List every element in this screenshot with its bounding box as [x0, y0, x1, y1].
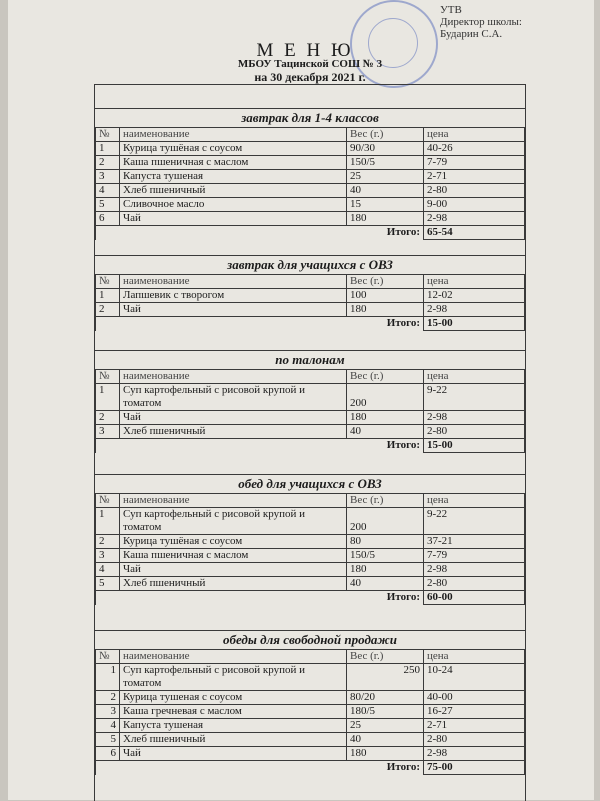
section-title: обеды для свободной продажи — [95, 630, 525, 649]
menu-table — [95, 493, 525, 605]
menu-table — [95, 274, 525, 331]
table-row: 1 Суп картофельный с рисовой крупой и томатом 200 9-22 — [96, 508, 525, 535]
table-row: 6 Чай 180 2-98 — [96, 747, 525, 761]
section-lunch-ovz — [95, 474, 525, 605]
col-name: наименование — [120, 128, 347, 142]
table-row: 3 Каша гречневая с маслом 180/5 16-27 — [96, 705, 525, 719]
col-weight: Вес (г.) — [347, 128, 424, 142]
table-row: 2 Чай 180 2-98 — [96, 411, 525, 425]
table-row: 2 Чай 180 2-98 — [96, 303, 525, 317]
section-lunch-free-sale — [95, 630, 525, 775]
menu-date: на 30 декабря 2021 г. — [254, 70, 366, 84]
menu-table — [95, 649, 525, 775]
table-row: 5 Хлеб пшеничный 40 2-80 — [96, 577, 525, 591]
menu-table — [95, 127, 525, 240]
col-price: цена — [424, 128, 525, 142]
table-row: 6 Чай 180 2-98 — [96, 212, 525, 226]
total-row — [96, 761, 525, 775]
director-line: Директор школы: — [440, 16, 522, 28]
table-row: 2 Курица тушёная с соусом 80 37-21 — [96, 535, 525, 549]
section-title: обед для учащихся с ОВЗ — [95, 474, 525, 493]
table-row: 3 Хлеб пшеничный 40 2-80 — [96, 425, 525, 439]
table-row: 1 Курица тушёная с соусом 90/30 40-26 — [96, 142, 525, 156]
section-title: завтрак для учащихся с ОВЗ — [95, 255, 525, 274]
total-value: 75-00 — [424, 761, 525, 775]
table-row: 3 Капуста тушеная 25 2-71 — [96, 170, 525, 184]
table-row: 2 Каша пшеничная с маслом 150/5 7-79 — [96, 156, 525, 170]
section-title: завтрак для 1-4 классов — [95, 108, 525, 127]
section-title: по талонам — [95, 350, 525, 369]
table-header-row: № наименование Вес (г.) цена — [96, 650, 525, 664]
approval-block — [440, 4, 590, 40]
total-row — [96, 317, 525, 331]
table-header-row: № наименование Вес (г.) цена — [96, 275, 525, 289]
total-value: 60-00 — [424, 591, 525, 605]
col-num: № — [96, 128, 120, 142]
total-value: 15-00 — [424, 317, 525, 331]
table-row: 5 Сливочное масло 15 9-00 — [96, 198, 525, 212]
total-label: Итого: — [96, 317, 424, 331]
table-row: 3 Каша пшеничная с маслом 150/5 7-79 — [96, 549, 525, 563]
table-header-row — [96, 128, 525, 142]
table-row: 1 Суп картофельный с рисовой крупой и томатом 250 10-24 — [96, 664, 525, 691]
total-label: Итого: — [96, 591, 424, 605]
section-breakfast-ovz — [95, 255, 525, 331]
total-row — [96, 591, 525, 605]
approved-label: УТВ — [440, 4, 462, 16]
total-value: 15-00 — [424, 439, 525, 453]
table-row: 1 Лапшевик с творогом 100 12-02 — [96, 289, 525, 303]
school-name: МБОУ Тацинской СОШ № 3 — [237, 58, 383, 70]
table-header-row: № наименование Вес (г.) цена — [96, 494, 525, 508]
table-row: 4 Чай 180 2-98 — [96, 563, 525, 577]
total-label: Итого: — [96, 226, 424, 240]
table-row: 2 Курица тушеная с соусом 80/20 40-00 — [96, 691, 525, 705]
total-row — [96, 226, 525, 240]
section-breakfast-1-4 — [95, 108, 525, 240]
director-name: Бударин С.А. — [440, 28, 503, 40]
table-row: 4 Хлеб пшеничный 40 2-80 — [96, 184, 525, 198]
table-row: 1 Суп картофельный с рисовой крупой и томатом 200 9-22 — [96, 384, 525, 411]
table-row: 4 Капуста тушеная 25 2-71 — [96, 719, 525, 733]
total-label: Итого: — [96, 761, 424, 775]
total-label: Итого: — [96, 439, 424, 453]
table-header-row: № наименование Вес (г.) цена — [96, 370, 525, 384]
section-coupons — [95, 350, 525, 453]
page-title: М Е Н Ю — [256, 40, 354, 61]
table-row: 5 Хлеб пшеничный 40 2-80 — [96, 733, 525, 747]
total-value: 65-54 — [424, 226, 525, 240]
menu-table — [95, 369, 525, 453]
total-row — [96, 439, 525, 453]
